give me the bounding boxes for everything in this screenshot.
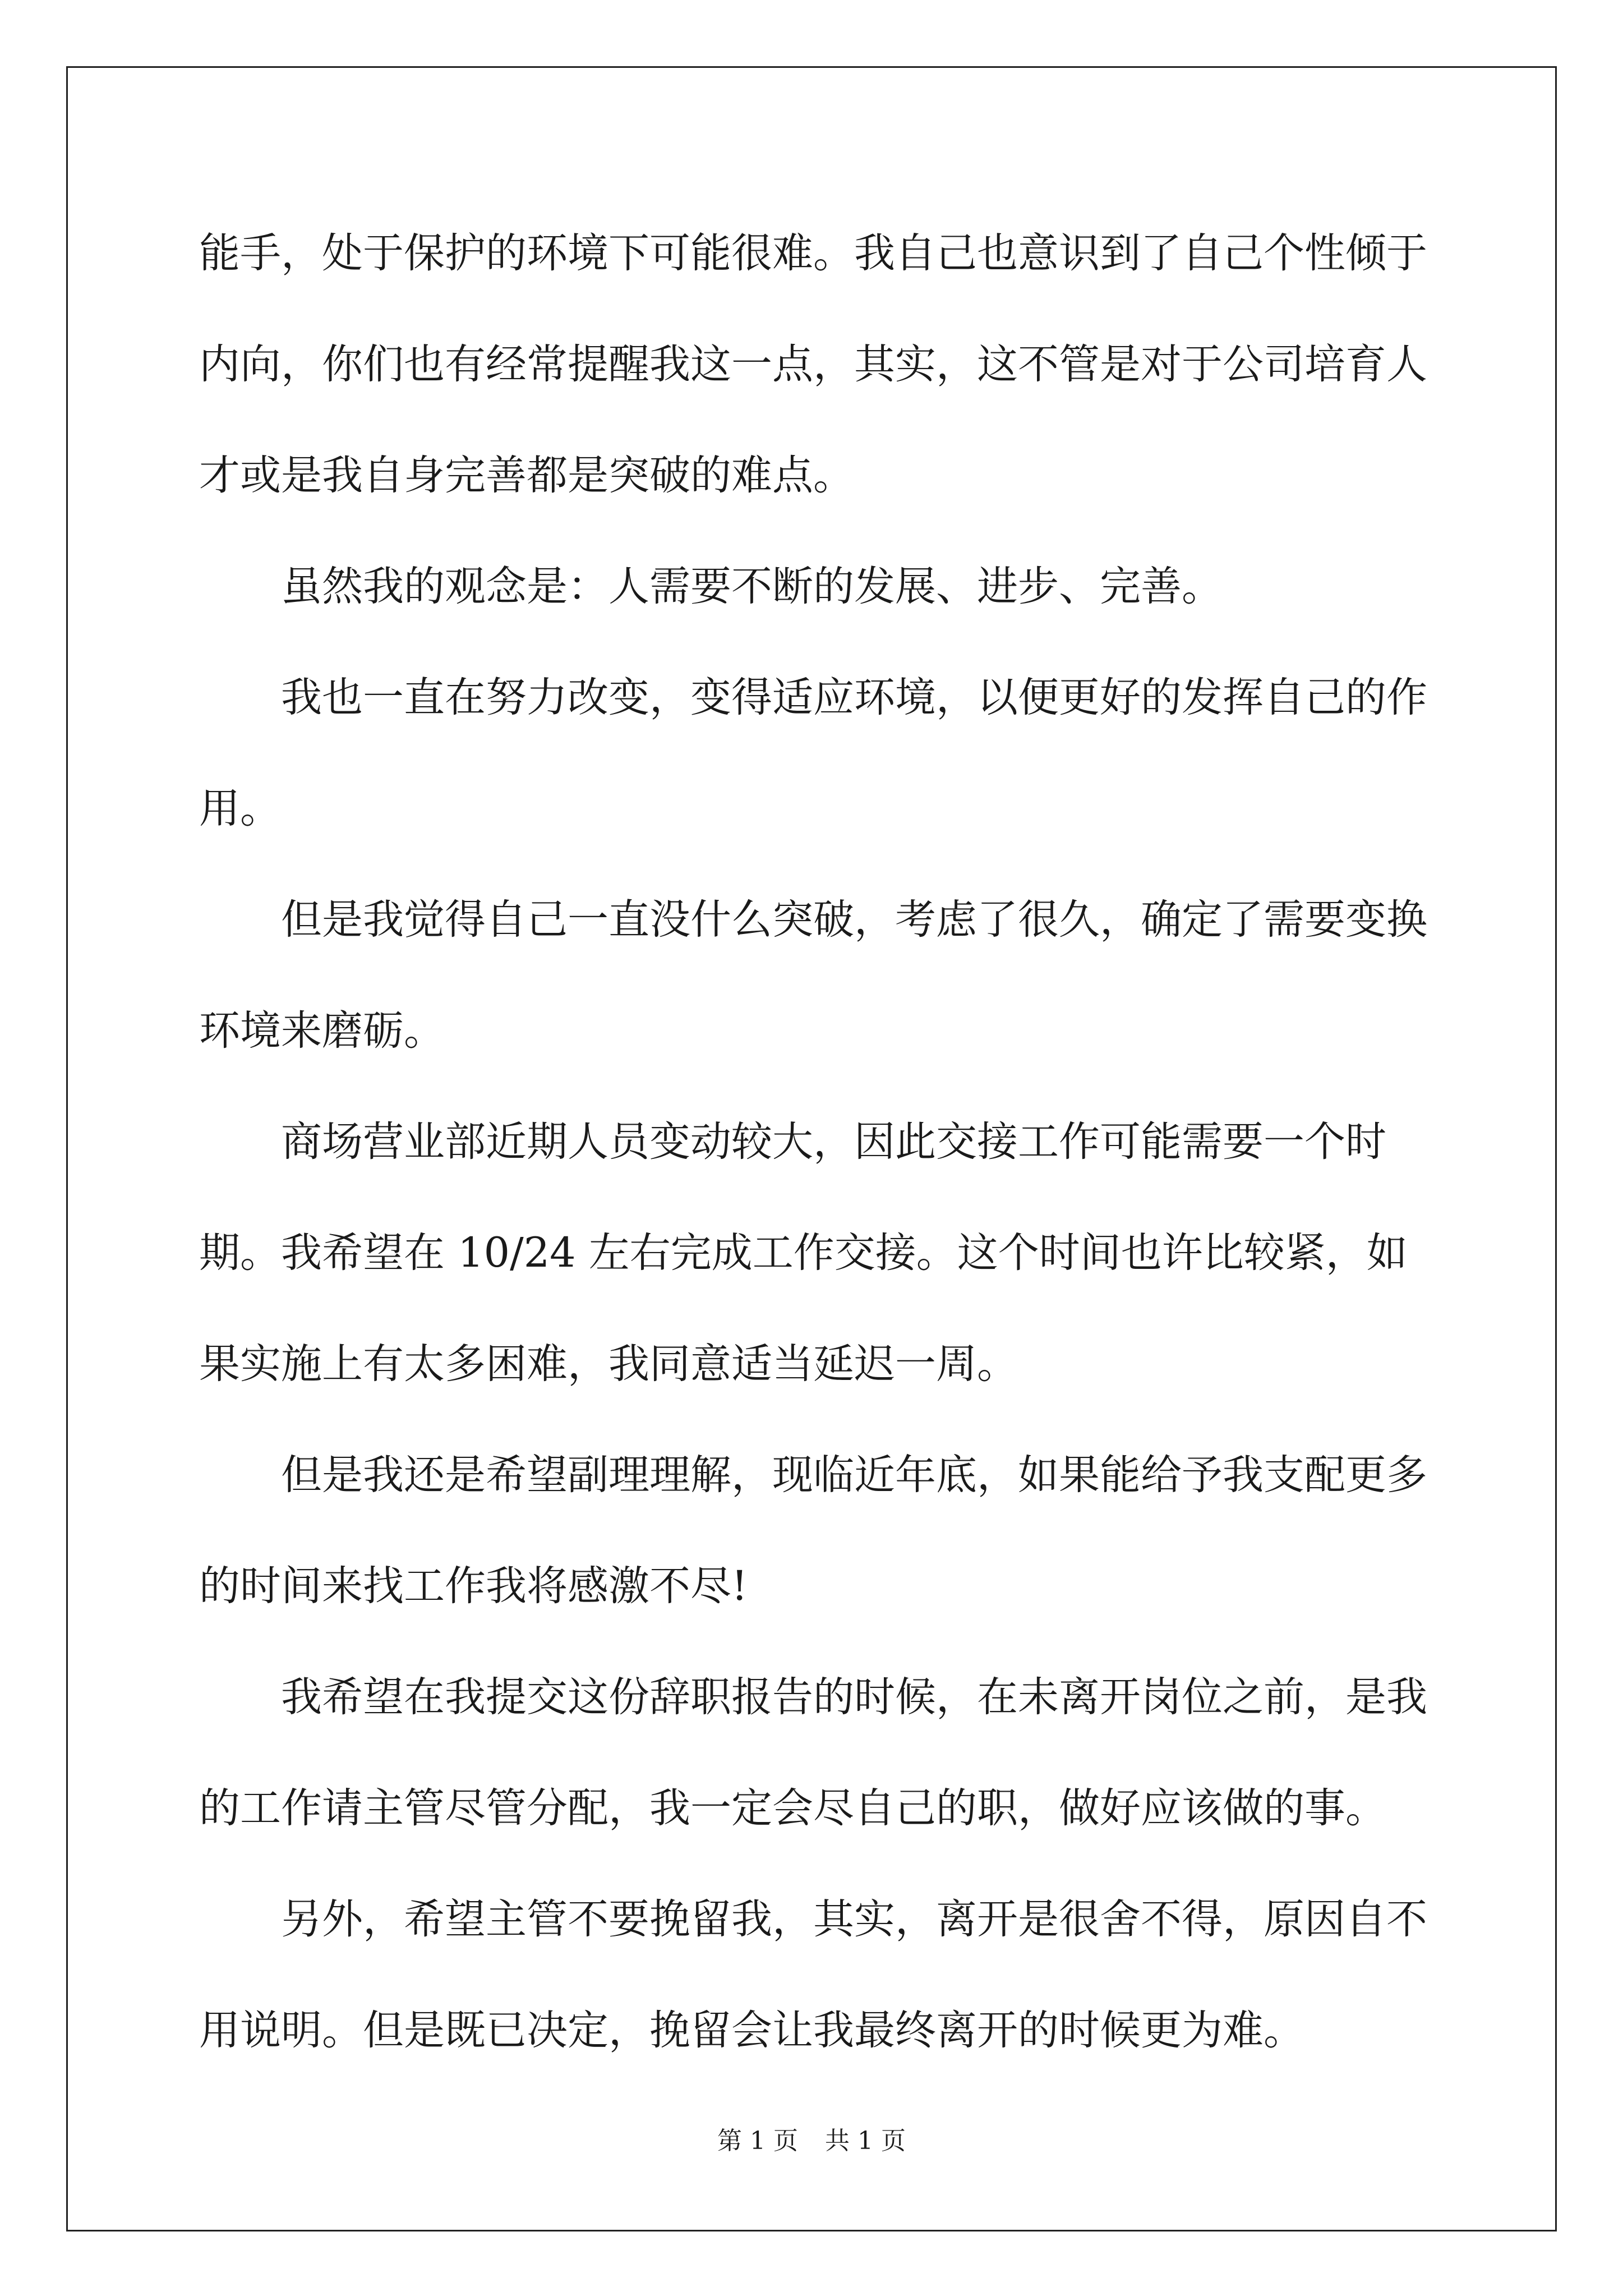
page-footer	[0, 2120, 1623, 2156]
page-number: 第 1 页	[717, 2127, 798, 2155]
paragraph-6: 但是我还是希望副理理解，现临近年底，如果能给予我支配更多的时间来找工作我将感激不尽!	[199, 1451, 1427, 1610]
paragraph-2: 虽然我的观念是：人需要不断的发展、进步、完善。	[281, 563, 1223, 610]
paragraph-1: 能手，处于保护的环境下可能很难。我自己也意识到了自己个性倾于内向，你们也有经常提醒我这一点，其实，这不管是对于公司培育人才或是我自身完善都是突破的难点。	[199, 229, 1427, 499]
paragraph-4: 但是我觉得自己一直没什么突破，考虑了很久，确定了需要变换环境来磨砺。	[199, 896, 1427, 1055]
paragraph-3: 我也一直在努力改变，变得适应环境，以便更好的发挥自己的作用。	[199, 674, 1427, 832]
page-total: 共 1 页	[825, 2127, 906, 2155]
document-body	[199, 198, 1433, 2086]
paragraph-8: 另外，希望主管不要挽留我，其实，离开是很舍不得，原因自不用说明。但是既已决定，挽留会让我最终离开的时候更为难。	[199, 1895, 1427, 2054]
paragraph-5: 商场营业部近期人员变动较大，因此交接工作可能需要一个时期。我希望在 10/24 左右完成工作交接。这个时间也许比较紧，如果实施上有太多困难，我同意适当延迟一周。	[199, 1118, 1408, 1388]
paragraph-7: 我希望在我提交这份辞职报告的时候，在未离开岗位之前，是我的工作请主管尽管分配，我一定会尽自己的职，做好应该做的事。	[199, 1673, 1427, 1832]
